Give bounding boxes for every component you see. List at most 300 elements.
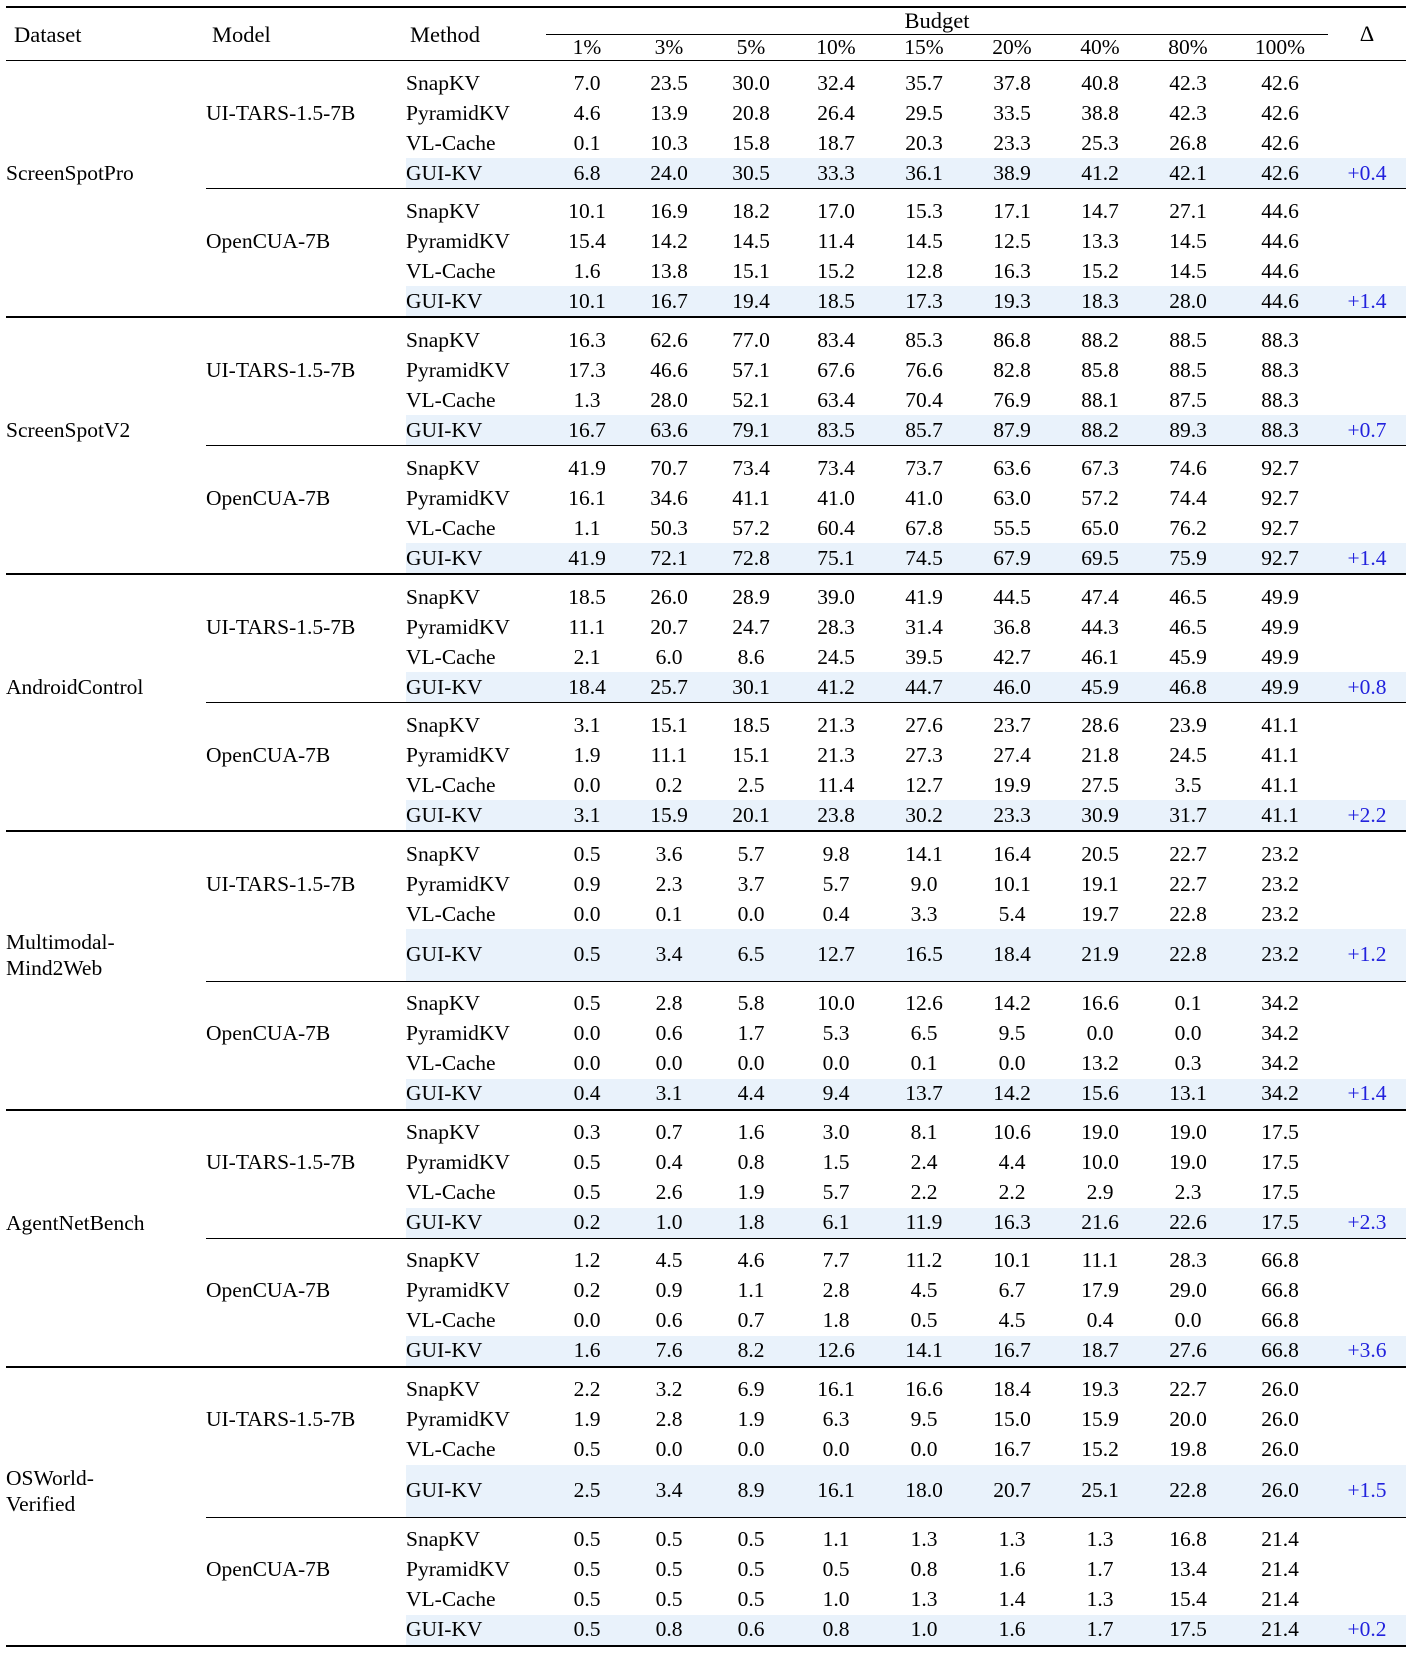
- metric-cell: 31.4: [905, 614, 943, 639]
- method-label: PyramidKV: [406, 614, 510, 639]
- metric-cell: 17.0: [817, 198, 855, 223]
- metric-cell: 36.1: [880, 158, 968, 189]
- metric-cell: 19.0: [1081, 1120, 1119, 1145]
- method-label: VL-Cache: [406, 1051, 496, 1076]
- dataset-spacer: [6, 1049, 206, 1079]
- metric-cell: 15.3: [905, 198, 943, 223]
- method-label: PyramidKV: [406, 1407, 510, 1432]
- metric-cell: 19.3: [968, 286, 1056, 317]
- delta-cell: [1328, 642, 1406, 672]
- method-label: PyramidKV: [406, 228, 510, 253]
- header-budget-1pct: 1%: [572, 35, 602, 59]
- metric-cell: 1.8: [822, 1308, 850, 1333]
- metric-cell: 85.7: [880, 415, 968, 446]
- metric-cell: 3.1: [573, 712, 601, 737]
- delta-cell: [1328, 385, 1406, 415]
- metric-cell: 20.7: [968, 1465, 1056, 1517]
- table-body: [6, 61, 1406, 1647]
- metric-cell: 21.8: [1081, 742, 1119, 767]
- delta-cell: [1328, 982, 1406, 1019]
- method-label: PyramidKV: [406, 742, 510, 767]
- metric-cell: 22.7: [1169, 871, 1207, 896]
- method-label: PyramidKV: [406, 485, 510, 510]
- metric-cell: 19.0: [1169, 1120, 1207, 1145]
- delta-cell: [1328, 61, 1406, 98]
- metric-cell: 83.5: [792, 415, 880, 446]
- metric-cell: 0.5: [573, 991, 601, 1016]
- table-row: [6, 1178, 1406, 1208]
- method-label: GUI-KV: [406, 800, 546, 831]
- metric-cell: 92.7: [1261, 515, 1299, 540]
- metric-cell: 15.6: [1056, 1079, 1144, 1110]
- metric-cell: 4.4: [998, 1150, 1026, 1175]
- metric-cell: 0.0: [1086, 1021, 1114, 1046]
- dataset-spacer: [6, 1555, 206, 1585]
- metric-cell: 1.1: [573, 515, 601, 540]
- metric-cell: 27.5: [1081, 772, 1119, 797]
- table-row: [6, 1336, 1406, 1367]
- metric-cell: 10.0: [817, 991, 855, 1016]
- metric-cell: 2.6: [655, 1180, 683, 1205]
- delta-cell: [1328, 415, 1406, 446]
- dataset-spacer: [6, 286, 206, 317]
- metric-cell: 0.4: [1086, 1308, 1114, 1333]
- metric-cell: 45.9: [1169, 644, 1207, 669]
- table-row: [6, 1019, 1406, 1049]
- method-label: VL-Cache: [406, 1587, 496, 1612]
- metric-cell: 0.0: [910, 1437, 938, 1462]
- metric-cell: 25.1: [1056, 1465, 1144, 1517]
- model-spacer: [206, 1306, 406, 1336]
- metric-cell: 17.5: [1261, 1180, 1299, 1205]
- metric-cell: 18.3: [1056, 286, 1144, 317]
- metric-cell: 18.0: [880, 1465, 968, 1517]
- dataset-spacer: [6, 1079, 206, 1110]
- model-label: UI-TARS-1.5-7B: [206, 1407, 356, 1432]
- method-label: SnapKV: [406, 1377, 481, 1402]
- metric-cell: 1.7: [1086, 1557, 1114, 1582]
- metric-cell: 49.9: [1261, 584, 1299, 609]
- metric-cell: 86.8: [993, 327, 1031, 352]
- metric-cell: 41.1: [1261, 712, 1299, 737]
- table-row: [6, 800, 1406, 831]
- metric-cell: 89.3: [1144, 415, 1232, 446]
- metric-cell: 21.3: [817, 712, 855, 737]
- metric-cell: 12.6: [792, 1336, 880, 1367]
- delta-cell: [1328, 483, 1406, 513]
- method-label: PyramidKV: [406, 357, 510, 382]
- model-label: UI-TARS-1.5-7B: [206, 357, 356, 382]
- metric-cell: 16.3: [993, 258, 1031, 283]
- model-spacer: [206, 1435, 406, 1465]
- method-label: GUI-KV: [406, 543, 546, 574]
- model-spacer: [206, 1049, 406, 1079]
- metric-cell: 1.3: [1086, 1587, 1114, 1612]
- delta-cell: [1328, 355, 1406, 385]
- metric-cell: 41.1: [732, 485, 770, 510]
- header-method: Method: [410, 22, 480, 47]
- metric-cell: 13.2: [1081, 1051, 1119, 1076]
- metric-cell: 10.3: [650, 130, 688, 155]
- metric-cell: 22.8: [1144, 1465, 1232, 1517]
- metric-cell: 50.3: [650, 515, 688, 540]
- metric-cell: 16.6: [1081, 991, 1119, 1016]
- method-label: GUI-KV: [406, 1079, 546, 1110]
- metric-cell: 0.5: [737, 1557, 765, 1582]
- metric-cell: 42.3: [1169, 70, 1207, 95]
- model-label: OpenCUA-7B: [206, 228, 331, 253]
- dataset-spacer: [6, 740, 206, 770]
- metric-cell: 0.1: [573, 130, 601, 155]
- metric-cell: 18.5: [792, 286, 880, 317]
- delta-cell: [1328, 1585, 1406, 1615]
- metric-cell: 11.1: [568, 614, 606, 639]
- delta-cell: [1328, 1435, 1406, 1465]
- metric-cell: 15.8: [732, 130, 770, 155]
- metric-cell: 14.2: [650, 228, 688, 253]
- metric-cell: 0.6: [710, 1615, 792, 1646]
- model-spacer: [206, 543, 406, 574]
- table-row: [6, 1555, 1406, 1585]
- metric-cell: 30.9: [1056, 800, 1144, 831]
- metric-cell: 0.9: [655, 1278, 683, 1303]
- metric-cell: 38.8: [1081, 100, 1119, 125]
- metric-cell: 30.1: [710, 672, 792, 703]
- metric-cell: 19.4: [710, 286, 792, 317]
- metric-cell: 1.3: [910, 1587, 938, 1612]
- metric-cell: 17.5: [1144, 1615, 1232, 1646]
- metric-cell: 2.1: [573, 644, 601, 669]
- metric-cell: 0.0: [737, 1437, 765, 1462]
- table-row: [6, 1239, 1406, 1276]
- metric-cell: 19.8: [1169, 1437, 1207, 1462]
- dataset-spacer: [6, 1336, 206, 1367]
- metric-cell: 1.2: [573, 1248, 601, 1273]
- model-label: OpenCUA-7B: [206, 1557, 331, 1582]
- table-row: [6, 61, 1406, 98]
- metric-cell: 20.3: [905, 130, 943, 155]
- metric-cell: 52.1: [732, 387, 770, 412]
- metric-cell: 1.3: [910, 1527, 938, 1552]
- dataset-spacer: [6, 1276, 206, 1306]
- metric-cell: 21.4: [1261, 1557, 1299, 1582]
- metric-cell: 2.9: [1086, 1180, 1114, 1205]
- metric-cell: 2.8: [655, 1407, 683, 1432]
- metric-cell: 12.8: [905, 258, 943, 283]
- metric-cell: 0.5: [546, 929, 628, 981]
- metric-cell: 46.6: [650, 357, 688, 382]
- dataset-spacer: [6, 513, 206, 543]
- metric-cell: 28.0: [1144, 286, 1232, 317]
- dataset-label: AndroidControl: [6, 672, 206, 703]
- metric-cell: 6.3: [822, 1407, 850, 1432]
- delta-cell: [1328, 1276, 1406, 1306]
- metric-cell: 26.8: [1169, 130, 1207, 155]
- metric-cell: 17.5: [1232, 1208, 1328, 1239]
- metric-cell: 6.9: [737, 1377, 765, 1402]
- metric-cell: 23.2: [1261, 901, 1299, 926]
- metric-cell: 23.2: [1232, 929, 1328, 981]
- metric-cell: 20.1: [710, 800, 792, 831]
- metric-cell: 76.9: [993, 387, 1031, 412]
- method-label: VL-Cache: [406, 1180, 496, 1205]
- metric-cell: 11.4: [817, 772, 855, 797]
- method-label: SnapKV: [406, 70, 481, 95]
- table-row: [6, 318, 1406, 355]
- metric-cell: 63.4: [817, 387, 855, 412]
- dataset-label-line: Multimodal-: [6, 930, 115, 954]
- table-row: [6, 832, 1406, 869]
- metric-cell: 32.4: [817, 70, 855, 95]
- metric-cell: 42.6: [1261, 130, 1299, 155]
- metric-cell: 23.5: [650, 70, 688, 95]
- metric-cell: 66.8: [1261, 1248, 1299, 1273]
- model-spacer: [206, 899, 406, 929]
- metric-cell: 0.0: [1174, 1021, 1202, 1046]
- table-row: [6, 740, 1406, 770]
- table-header: [6, 7, 1406, 61]
- metric-cell: 85.8: [1081, 357, 1119, 382]
- dataset-spacer: [6, 575, 206, 612]
- metric-cell: 0.1: [1174, 991, 1202, 1016]
- delta-cell: [1328, 612, 1406, 642]
- method-label: VL-Cache: [406, 1308, 496, 1333]
- metric-cell: 11.2: [905, 1248, 943, 1273]
- method-label: GUI-KV: [406, 1336, 546, 1367]
- table-row: [6, 355, 1406, 385]
- delta-value: +2.2: [1347, 802, 1387, 827]
- metric-cell: 36.8: [993, 614, 1031, 639]
- metric-cell: 3.6: [655, 841, 683, 866]
- metric-cell: 41.1: [1261, 772, 1299, 797]
- delta-cell: [1328, 899, 1406, 929]
- metric-cell: 65.0: [1081, 515, 1119, 540]
- metric-cell: 0.0: [737, 901, 765, 926]
- metric-cell: 0.5: [737, 1587, 765, 1612]
- metric-cell: 11.9: [880, 1208, 968, 1239]
- metric-cell: 0.2: [546, 1208, 628, 1239]
- metric-cell: 0.5: [573, 841, 601, 866]
- dataset-spacer: [6, 1615, 206, 1646]
- metric-cell: 11.1: [650, 742, 688, 767]
- metric-cell: 13.4: [1169, 1557, 1207, 1582]
- table-row: [6, 1465, 1406, 1517]
- table-row: [6, 158, 1406, 189]
- dataset-spacer: [6, 703, 206, 740]
- model-spacer: [206, 642, 406, 672]
- metric-cell: 15.4: [1169, 1587, 1207, 1612]
- metric-cell: 20.7: [650, 614, 688, 639]
- metric-cell: 2.5: [546, 1465, 628, 1517]
- metric-cell: 3.5: [1174, 772, 1202, 797]
- metric-cell: 1.1: [737, 1278, 765, 1303]
- delta-cell: [1328, 1019, 1406, 1049]
- metric-cell: 20.0: [1169, 1407, 1207, 1432]
- metric-cell: 74.6: [1169, 455, 1207, 480]
- delta-cell: [1328, 672, 1406, 703]
- header-dataset: Dataset: [14, 22, 82, 47]
- delta-cell: [1328, 1178, 1406, 1208]
- metric-cell: 41.0: [817, 485, 855, 510]
- method-label: PyramidKV: [406, 1278, 510, 1303]
- metric-cell: 23.7: [993, 712, 1031, 737]
- metric-cell: 3.4: [628, 1465, 710, 1517]
- table-row: [6, 128, 1406, 158]
- model-label: OpenCUA-7B: [206, 485, 331, 510]
- metric-cell: 1.0: [822, 1587, 850, 1612]
- header-budget-20pct: 20%: [992, 35, 1032, 59]
- metric-cell: 16.7: [628, 286, 710, 317]
- dataset-spacer: [6, 128, 206, 158]
- model-label: OpenCUA-7B: [206, 1278, 331, 1303]
- metric-cell: 30.0: [732, 70, 770, 95]
- table-row: [6, 1435, 1406, 1465]
- metric-cell: 0.8: [910, 1557, 938, 1582]
- metric-cell: 10.6: [993, 1120, 1031, 1145]
- delta-cell: [1328, 1336, 1406, 1367]
- metric-cell: 1.7: [737, 1021, 765, 1046]
- metric-cell: 3.3: [910, 901, 938, 926]
- model-spacer: [206, 318, 406, 355]
- method-label: SnapKV: [406, 841, 481, 866]
- metric-cell: 3.4: [628, 929, 710, 981]
- metric-cell: 18.4: [546, 672, 628, 703]
- metric-cell: 14.7: [1081, 198, 1119, 223]
- metric-cell: 67.9: [968, 543, 1056, 574]
- metric-cell: 1.3: [573, 387, 601, 412]
- metric-cell: 20.5: [1081, 841, 1119, 866]
- metric-cell: 0.3: [1174, 1051, 1202, 1076]
- metric-cell: 1.1: [822, 1527, 850, 1552]
- dataset-label: [6, 1465, 206, 1517]
- metric-cell: 0.5: [655, 1527, 683, 1552]
- metric-cell: 0.0: [998, 1051, 1026, 1076]
- metric-cell: 19.0: [1169, 1150, 1207, 1175]
- dataset-spacer: [6, 226, 206, 256]
- metric-cell: 18.7: [1056, 1336, 1144, 1367]
- metric-cell: 88.3: [1261, 387, 1299, 412]
- method-label: SnapKV: [406, 455, 481, 480]
- delta-cell: [1328, 869, 1406, 899]
- metric-cell: 18.2: [732, 198, 770, 223]
- metric-cell: 44.6: [1261, 198, 1299, 223]
- method-label: PyramidKV: [406, 100, 510, 125]
- header-budget-80pct: 80%: [1168, 35, 1208, 59]
- metric-cell: 42.6: [1261, 70, 1299, 95]
- metric-cell: 62.6: [650, 327, 688, 352]
- dataset-spacer: [6, 1239, 206, 1276]
- metric-cell: 15.1: [732, 742, 770, 767]
- delta-cell: [1328, 1148, 1406, 1178]
- dataset-spacer: [6, 1405, 206, 1435]
- metric-cell: 39.5: [905, 644, 943, 669]
- metric-cell: 2.2: [998, 1180, 1026, 1205]
- metric-cell: 0.5: [573, 1437, 601, 1462]
- metric-cell: 67.8: [905, 515, 943, 540]
- metric-cell: 0.6: [655, 1021, 683, 1046]
- metric-cell: 16.7: [968, 1336, 1056, 1367]
- method-label: VL-Cache: [406, 901, 496, 926]
- model-spacer: [206, 1465, 406, 1517]
- metric-cell: 0.5: [910, 1308, 938, 1333]
- model-spacer: [206, 1208, 406, 1239]
- metric-cell: 49.9: [1261, 614, 1299, 639]
- delta-value: +0.8: [1347, 674, 1387, 699]
- metric-cell: 0.5: [573, 1527, 601, 1552]
- metric-cell: 1.9: [573, 742, 601, 767]
- metric-cell: 28.6: [1081, 712, 1119, 737]
- method-label: PyramidKV: [406, 1150, 510, 1175]
- metric-cell: 35.7: [905, 70, 943, 95]
- metric-cell: 19.9: [993, 772, 1031, 797]
- method-label: VL-Cache: [406, 1437, 496, 1462]
- metric-cell: 21.3: [817, 742, 855, 767]
- table-row: [6, 385, 1406, 415]
- delta-cell: [1328, 1615, 1406, 1646]
- metric-cell: 2.8: [822, 1278, 850, 1303]
- metric-cell: 14.5: [1169, 258, 1207, 283]
- metric-cell: 9.4: [792, 1079, 880, 1110]
- metric-cell: 14.5: [732, 228, 770, 253]
- header-budget-10pct: 10%: [816, 35, 856, 59]
- metric-cell: 0.4: [546, 1079, 628, 1110]
- metric-cell: 4.5: [998, 1308, 1026, 1333]
- metric-cell: 44.6: [1232, 286, 1328, 317]
- metric-cell: 26.0: [1232, 1465, 1328, 1517]
- metric-cell: 92.7: [1232, 543, 1328, 574]
- table-row: [6, 869, 1406, 899]
- metric-cell: 25.3: [1081, 130, 1119, 155]
- metric-cell: 92.7: [1261, 485, 1299, 510]
- method-label: SnapKV: [406, 327, 481, 352]
- metric-cell: 88.5: [1169, 327, 1207, 352]
- delta-value: +1.2: [1347, 942, 1387, 967]
- metric-cell: 69.5: [1056, 543, 1144, 574]
- metric-cell: 87.9: [968, 415, 1056, 446]
- delta-value: +0.4: [1347, 160, 1387, 185]
- metric-cell: 29.0: [1169, 1278, 1207, 1303]
- model-spacer: [206, 158, 406, 189]
- metric-cell: 0.8: [628, 1615, 710, 1646]
- metric-cell: 5.7: [822, 1180, 850, 1205]
- metric-cell: 10.1: [993, 871, 1031, 896]
- metric-cell: 46.0: [968, 672, 1056, 703]
- metric-cell: 9.8: [822, 841, 850, 866]
- metric-cell: 8.1: [910, 1120, 938, 1145]
- table-row: [6, 1306, 1406, 1336]
- dataset-spacer: [6, 1306, 206, 1336]
- metric-cell: 0.0: [655, 1437, 683, 1462]
- metric-cell: 73.4: [732, 455, 770, 480]
- metric-cell: 16.1: [568, 485, 606, 510]
- metric-cell: 12.6: [905, 991, 943, 1016]
- metric-cell: 44.5: [993, 584, 1031, 609]
- metric-cell: 34.6: [650, 485, 688, 510]
- delta-cell: [1328, 1239, 1406, 1276]
- metric-cell: 13.9: [650, 100, 688, 125]
- dataset-spacer: [6, 355, 206, 385]
- metric-cell: 55.5: [993, 515, 1031, 540]
- table-row: [6, 513, 1406, 543]
- model-spacer: [206, 189, 406, 226]
- metric-cell: 49.9: [1261, 644, 1299, 669]
- delta-cell: [1328, 98, 1406, 128]
- header-budget-15pct: 15%: [904, 35, 944, 59]
- metric-cell: 42.7: [993, 644, 1031, 669]
- metric-cell: 0.5: [573, 1180, 601, 1205]
- metric-cell: 60.4: [817, 515, 855, 540]
- table-row: [6, 1276, 1406, 1306]
